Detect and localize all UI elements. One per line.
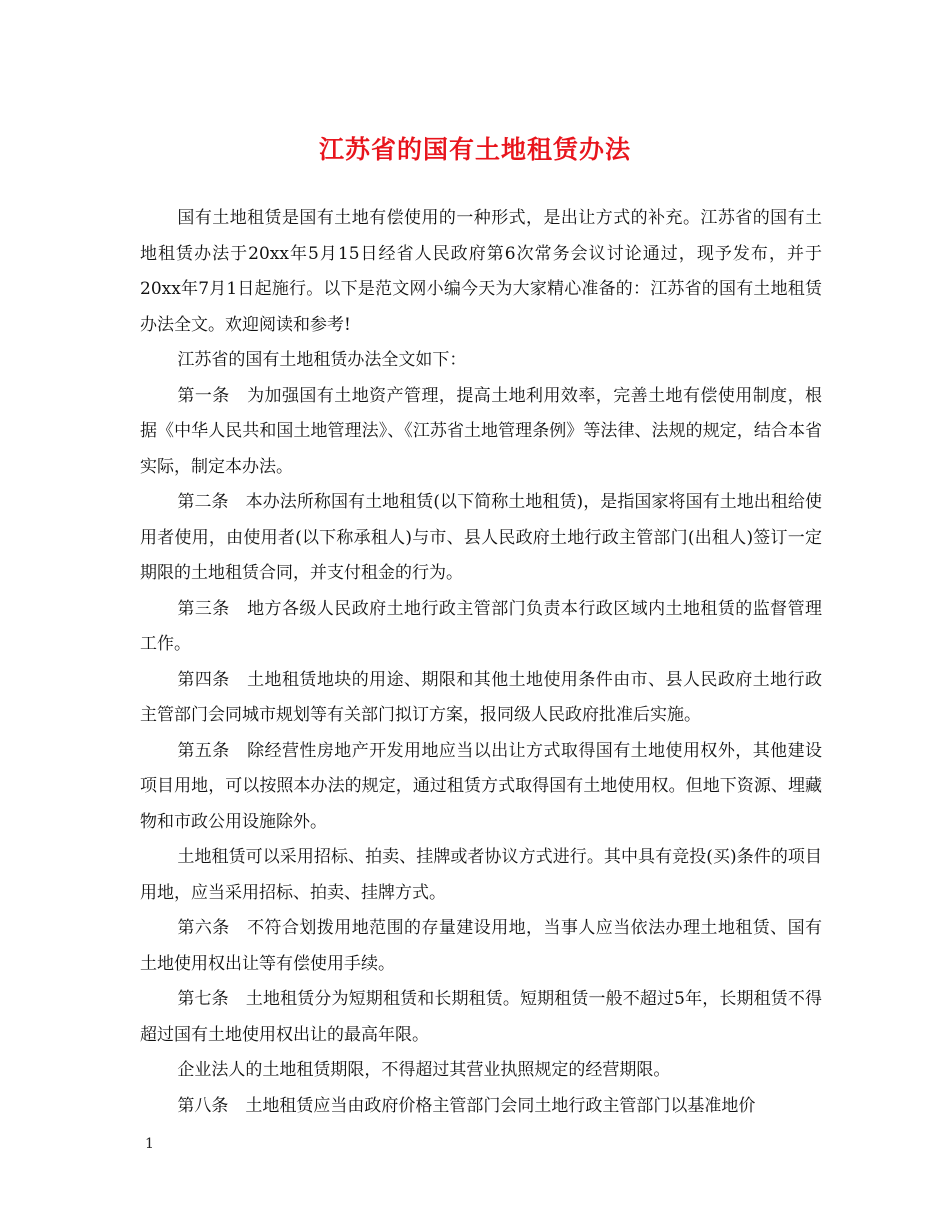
document-body: [140, 201, 822, 1124]
paragraph-article-2: 第二条 本办法所称国有土地租赁(以下简称土地租赁)，是指国家将国有土地出租给使用者使用，由使用者(以下称承租人)与市、县人民政府土地行政主管部门(出租人)签订一定期限的土地租赁合同，并支付租金的行为。: [140, 492, 822, 583]
paragraph-article-4: 第四条 土地租赁地块的用途、期限和其他土地使用条件由市、县人民政府土地行政主管部门会同城市规划等有关部门拟订方案，报同级人民政府批准后实施。: [140, 669, 822, 725]
paragraph-article-8: 第八条 土地租赁应当由政府价格主管部门会同土地行政主管部门以基准地价: [177, 1095, 756, 1116]
paragraph-article-5-supplement: 土地租赁可以采用招标、拍卖、挂牌或者协议方式进行。其中具有竞投(买)条件的项目用地，应当采用招标、拍卖、挂牌方式。: [140, 847, 822, 903]
paragraph-article-1: 第一条 为加强国有土地资产管理，提高土地利用效率，完善土地有偿使用制度，根据《中华人民共和国土地管理法》、《江苏省土地管理条例》等法律、法规的规定，结合本省实际，制定本办法。: [140, 385, 822, 477]
paragraph-article-3: 第三条 地方各级人民政府土地行政主管部门负责本行政区域内土地租赁的监督管理工作。: [140, 598, 822, 654]
document-title: 江苏省的国有土地租赁办法: [318, 135, 631, 164]
paragraph-article-7: 第七条 土地租赁分为短期租赁和长期租赁。短期租赁一般不超过5年，长期租赁不得超过国有土地使用权出让的最高年限。: [140, 989, 822, 1045]
paragraph-article-6: 第六条 不符合划拨用地范围的存量建设用地，当事人应当依法办理土地租赁、国有土地使用权出让等有偿使用手续。: [140, 918, 822, 974]
page-number: 1: [145, 1136, 154, 1152]
paragraph-article-7-supplement: 企业法人的土地租赁期限，不得超过其营业执照规定的经营期限。: [177, 1060, 671, 1080]
paragraph-intro: 国有土地租赁是国有土地有偿使用的一种形式，是出让方式的补充。江苏省的国有土地租赁办法于20xx年5月15日经省人民政府第6次常务会议讨论通过，现予发布，并于20xx年7月1日起施行。以下是范文网小编今天为大家精心准备的：江苏省的国有土地租赁办法全文。欢迎阅读和参考!: [140, 208, 822, 335]
paragraph-fulltext-heading: 江苏省的国有土地租赁办法全文如下：: [177, 350, 467, 370]
paragraph-article-5: 第五条 除经营性房地产开发用地应当以出让方式取得国有土地使用权外，其他建设项目用地，可以按照本办法的规定，通过租赁方式取得国有土地使用权。但地下资源、埋藏物和市政公用设施除外。: [140, 740, 822, 832]
